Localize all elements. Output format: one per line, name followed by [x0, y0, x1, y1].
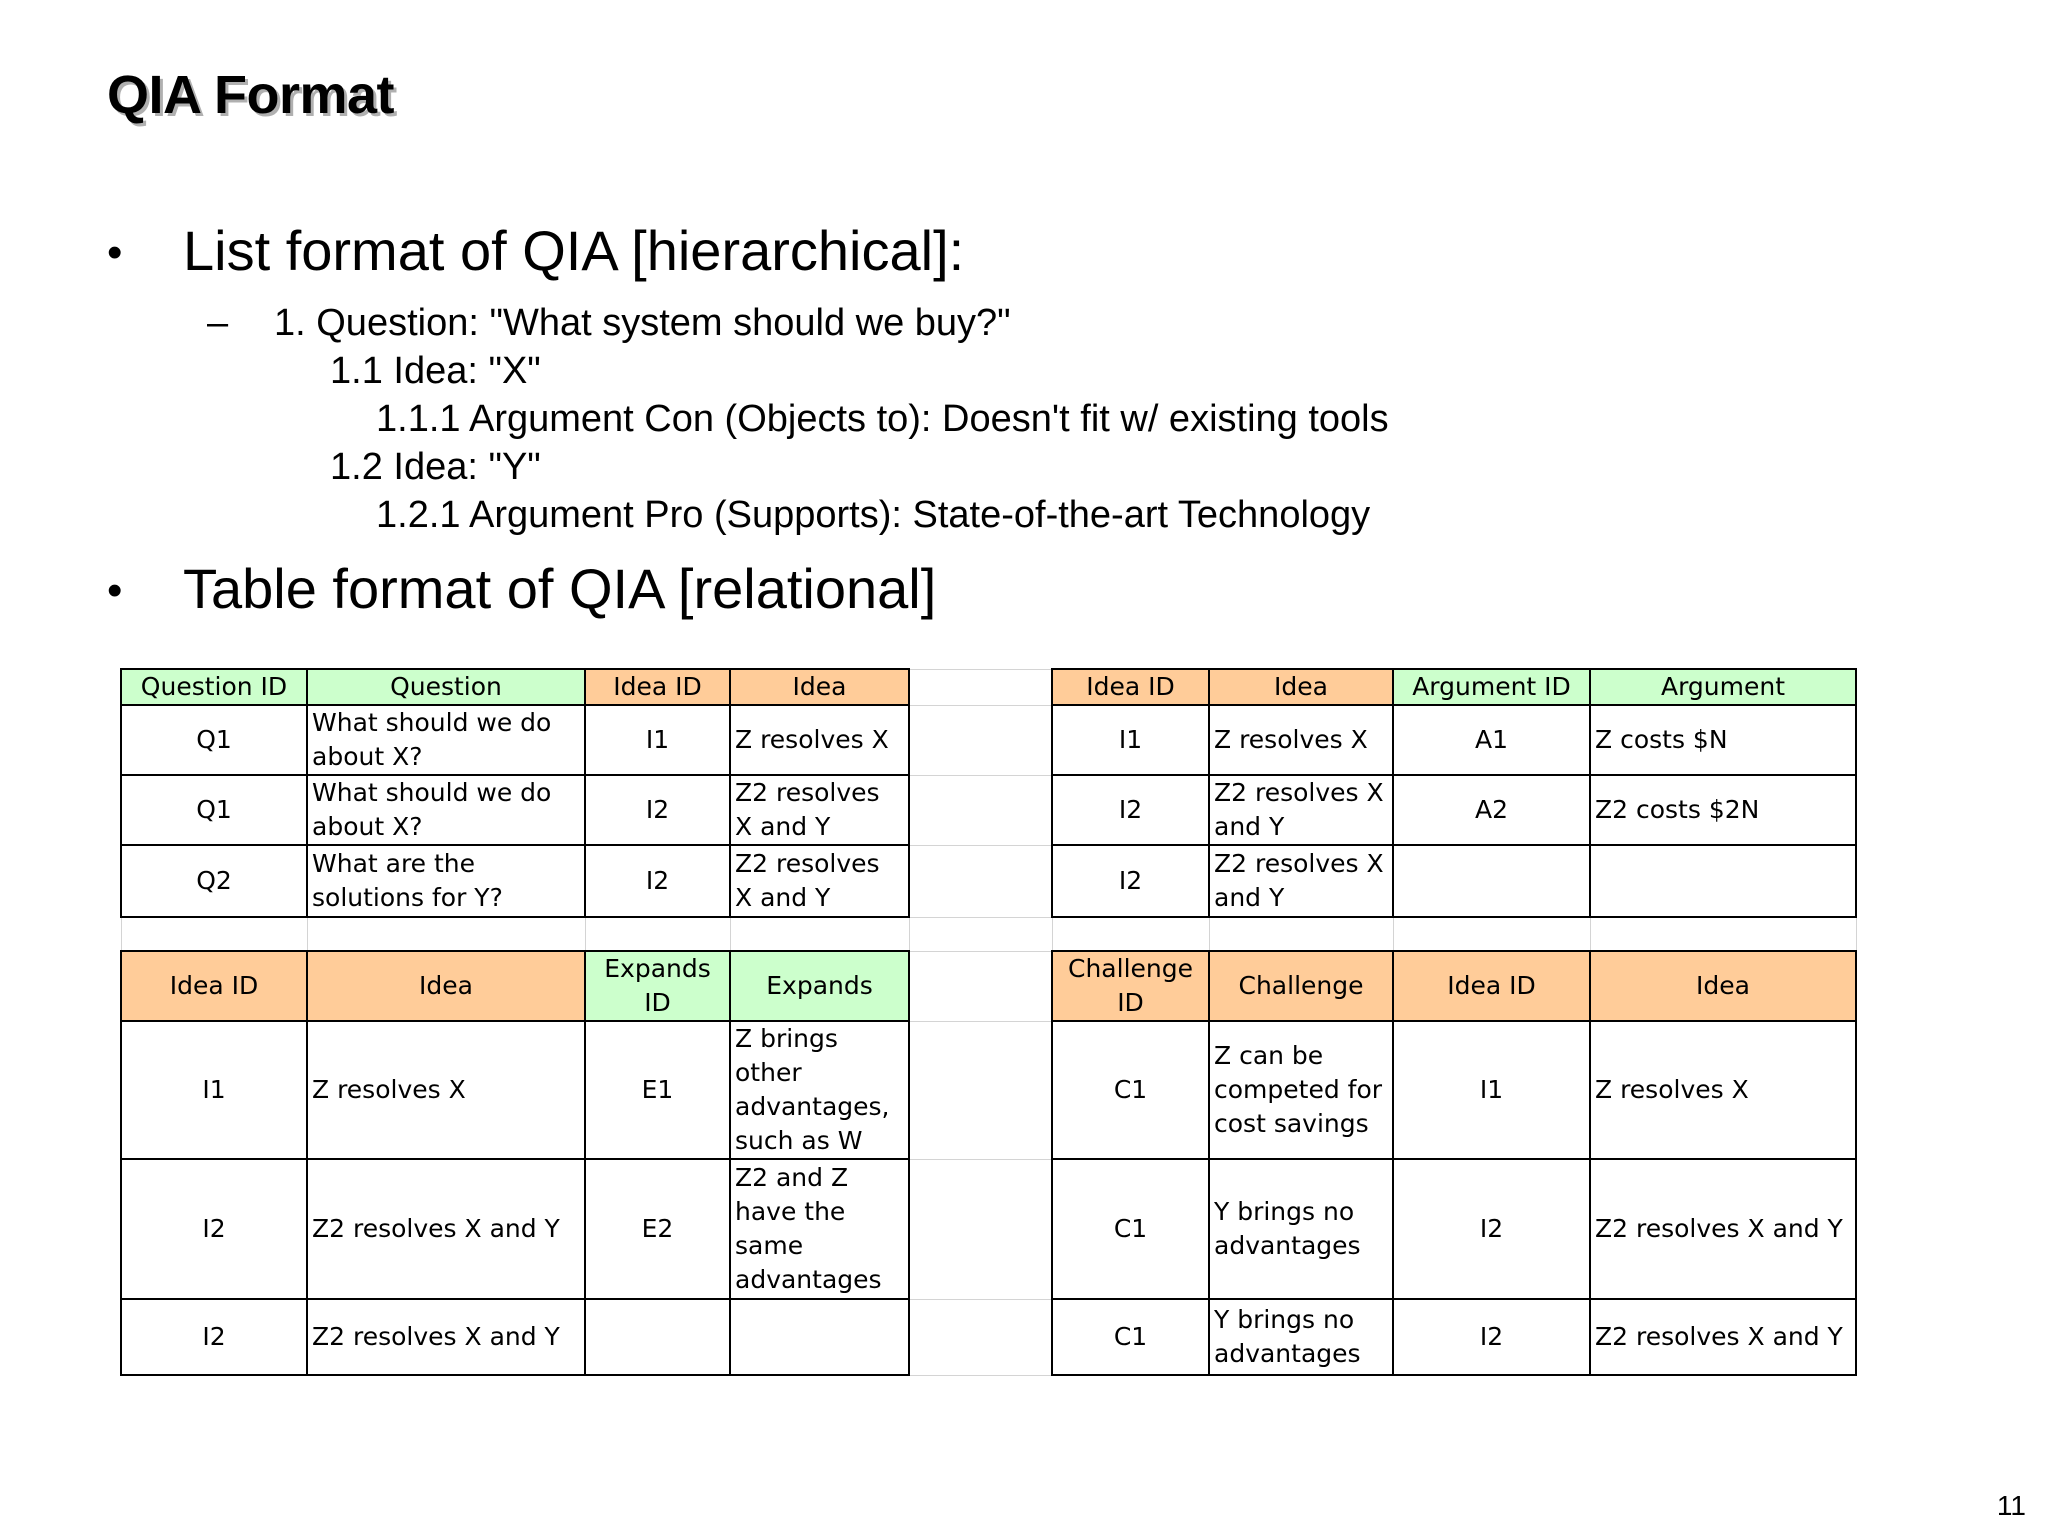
table-cell: I2	[1393, 1299, 1590, 1375]
slide-title: QIA Format	[107, 65, 395, 125]
header-cell: Expands	[730, 951, 909, 1021]
table-cell	[730, 1299, 909, 1375]
dash-marker: –	[207, 302, 229, 344]
header-cell: Argument	[1590, 669, 1856, 705]
table-cell: C1	[1052, 1159, 1209, 1299]
table-cell: Z2 resolves X and Y	[307, 1299, 585, 1375]
spacer-cell	[909, 1021, 1052, 1159]
table-cell: Z2 costs $2N	[1590, 775, 1856, 845]
table-cell: A1	[1393, 705, 1590, 775]
header-cell: Idea	[1590, 951, 1856, 1021]
header-row	[121, 669, 1856, 705]
table-cell: Z resolves X	[1590, 1021, 1856, 1159]
header-cell: Idea	[1209, 669, 1393, 705]
bullet-marker: •	[107, 566, 123, 615]
table-cell: Q1	[121, 775, 307, 845]
table-cell: I2	[585, 775, 730, 845]
spacer-cell	[909, 1299, 1052, 1375]
header-cell: Idea ID	[1052, 669, 1209, 705]
header-cell: Idea	[730, 669, 909, 705]
table-row	[121, 705, 1856, 775]
table-cell: Z2 resolves X and Y	[1590, 1299, 1856, 1375]
table-cell: I2	[585, 845, 730, 917]
header-cell: Argument ID	[1393, 669, 1590, 705]
list-line-idea-x: 1.1 Idea: "X"	[330, 350, 541, 392]
table-cell: What are the solutions for Y?	[307, 845, 585, 917]
table-row	[121, 845, 1856, 917]
spreadsheet-grid	[120, 668, 1857, 1376]
table-cell: I2	[1393, 1159, 1590, 1299]
table-cell: I2	[121, 1299, 307, 1375]
table-cell: Z2 resolves X and Y	[307, 1159, 585, 1299]
table-cell: I1	[585, 705, 730, 775]
page-number: 11	[1996, 1490, 2026, 1521]
table-cell: I1	[121, 1021, 307, 1159]
table-row	[121, 1021, 1856, 1159]
table-cell: Q1	[121, 705, 307, 775]
spacer-cell	[909, 951, 1052, 1021]
table-cell: Z2 resolves X and Y	[1209, 845, 1393, 917]
table-row	[121, 1159, 1856, 1299]
table-cell: A2	[1393, 775, 1590, 845]
header-cell: Expands ID	[585, 951, 730, 1021]
list-line-idea-y: 1.2 Idea: "Y"	[330, 446, 541, 488]
table-cell: C1	[1052, 1299, 1209, 1375]
header-cell: Question	[307, 669, 585, 705]
spacer-cell	[909, 775, 1052, 845]
table-cell: I1	[1393, 1021, 1590, 1159]
table-cell: I2	[121, 1159, 307, 1299]
table-cell: I2	[1052, 845, 1209, 917]
table-cell: Z2 resolves X and Y	[730, 775, 909, 845]
spacer-cell	[909, 705, 1052, 775]
table-cell: Z resolves X	[307, 1021, 585, 1159]
bullet-marker: •	[107, 228, 123, 277]
header-row	[121, 951, 1856, 1021]
spacer-row	[121, 917, 1856, 951]
header-cell: Idea ID	[1393, 951, 1590, 1021]
table-cell: C1	[1052, 1021, 1209, 1159]
table-cell: What should we do about X?	[307, 775, 585, 845]
table-cell: Y brings no advantages	[1209, 1159, 1393, 1299]
qia-tables	[120, 668, 1855, 1370]
bullet-table-format: Table format of QIA [relational]	[183, 557, 937, 620]
header-cell: Idea ID	[585, 669, 730, 705]
table-cell: Z resolves X	[730, 705, 909, 775]
header-cell: Question ID	[121, 669, 307, 705]
table-cell: I1	[1052, 705, 1209, 775]
table-cell: E1	[585, 1021, 730, 1159]
table-cell	[1393, 845, 1590, 917]
table-cell: Z2 resolves X and Y	[730, 845, 909, 917]
table-cell: Z costs $N	[1590, 705, 1856, 775]
table-cell: Q2	[121, 845, 307, 917]
table-cell: Z can be competed for cost savings	[1209, 1021, 1393, 1159]
table-row	[121, 775, 1856, 845]
table-cell: What should we do about X?	[307, 705, 585, 775]
table-cell: Y brings no advantages	[1209, 1299, 1393, 1375]
header-cell: Idea ID	[121, 951, 307, 1021]
table-cell	[585, 1299, 730, 1375]
list-line-argument-pro: 1.2.1 Argument Pro (Supports): State-of-the-art Technology	[376, 494, 1371, 536]
list-line-question: 1. Question: "What system should we buy?"	[274, 302, 1011, 344]
table-cell: Z2 resolves X and Y	[1590, 1159, 1856, 1299]
spacer-cell	[909, 845, 1052, 917]
table-cell: I2	[1052, 775, 1209, 845]
spacer-cell	[909, 1159, 1052, 1299]
table-cell: E2	[585, 1159, 730, 1299]
table-cell: Z2 resolves X and Y	[1209, 775, 1393, 845]
table-cell: Z brings other advantages, such as W	[730, 1021, 909, 1159]
spacer-cell	[909, 669, 1052, 705]
header-cell: Challenge	[1209, 951, 1393, 1021]
list-line-argument-con: 1.1.1 Argument Con (Objects to): Doesn't fit w/ existing tools	[376, 398, 1389, 440]
header-cell: Challenge ID	[1052, 951, 1209, 1021]
bullet-list-format: List format of QIA [hierarchical]:	[183, 219, 965, 282]
table-cell	[1590, 845, 1856, 917]
header-cell: Idea	[307, 951, 585, 1021]
table-row	[121, 1299, 1856, 1375]
table-cell: Z2 and Z have the same advantages	[730, 1159, 909, 1299]
table-cell: Z resolves X	[1209, 705, 1393, 775]
